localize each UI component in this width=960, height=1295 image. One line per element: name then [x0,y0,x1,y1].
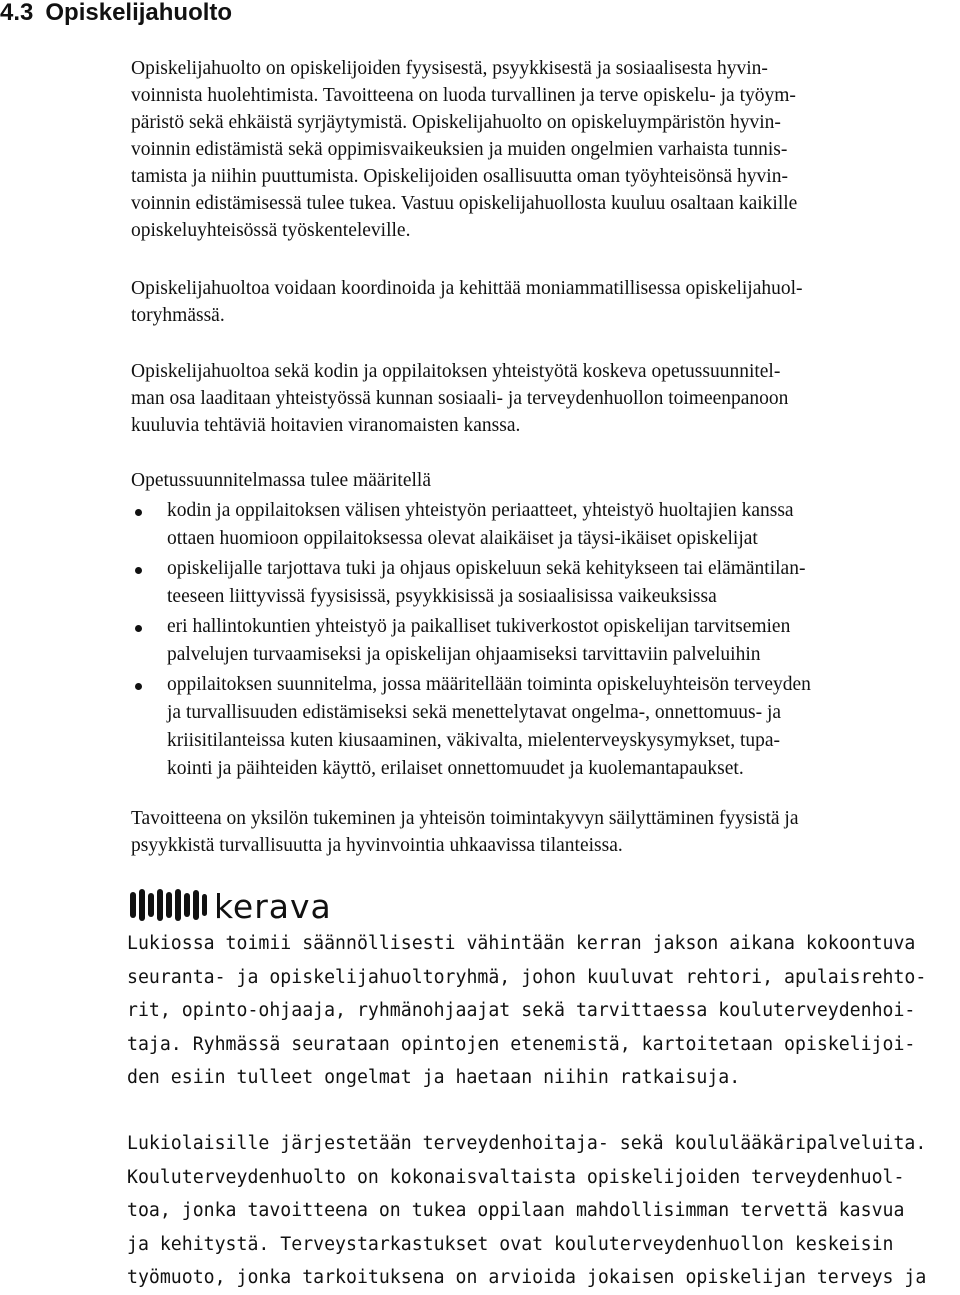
text-line: Kouluterveydenhuolto on kokonaisvaltaista opiskelijoiden terveydenhuol- [127,1166,905,1188]
text-line: Lukiolaisille järjestetään terveydenhoitaja- sekä koululääkäripalveluita. [127,1133,927,1154]
text-line: Opiskelijahuolto on opiskelijoiden fyysisestä, psyykkisestä ja sosiaalisesta hyvin- [131,58,768,79]
bullet-list [131,497,955,785]
text-line: opiskelijalle tarjottava tuki ja ohjaus opiskeluun sekä kehitykseen tai elämäntilan- [167,558,806,579]
text-line: ottaen huomioon oppilaitoksessa olevat alaikäiset ja täysi-ikäiset opiskelijat [167,528,758,549]
text-line: psyykkistä turvallisuutta ja hyvinvointia uhkaavissa tilanteissa. [131,835,623,856]
text-line: voinnin edistämistä sekä oppimisvaikeuksien ja muiden ongelmien varhaista tunnis- [131,139,788,160]
kerava-logo [128,886,368,926]
kerava-wave-logo-icon [128,886,368,926]
bullet-icon [135,567,142,574]
list-item [131,497,955,553]
bullet-icon [135,625,142,632]
text-line: opiskeluyhteisössä työskenteleville. [131,220,411,241]
text-line: ja kehitystä. Terveystarkastukset ovat kouluterveydenhuollon keskeisin [127,1233,894,1255]
curriculum-paragraph [131,358,955,439]
text-line: kriisitilanteissa kuten kiusaaminen, väkivalta, mielenterveyskysymykset, tupa- [167,730,781,751]
text-line: seuranta- ja opiskelijahuoltoryhmä, johon kuuluvat rehtori, apulaisrehto- [127,966,927,988]
text-line: den esiin tulleet ongelmat ja haetaan niihin ratkaisuja. [127,1067,741,1088]
text-line: kodin ja oppilaitoksen välisen yhteistyön periaatteet, yhteistyö huoltajien kanssa [167,500,794,521]
list-intro: Opetussuunnitelmassa tulee määritellä [131,470,431,491]
section-title: Opiskelijahuolto [45,0,233,26]
text-line: Opiskelijahuoltoa voidaan koordinoida ja kehittää moniammatillisessa opiskelijahuol- [131,278,803,299]
text-line: toryhmässä. [131,305,225,326]
coordination-paragraph [131,275,955,329]
text-line: ja turvallisuuden edistämiseksi sekä menettelytavat ongelma-, onnettomuus- ja [167,702,782,723]
list-item [131,555,955,611]
bullet-icon [135,683,142,690]
text-line: palvelujen turvaamiseksi ja opiskelijan ohjaamiseksi tarvittaviin palveluihin [167,644,761,665]
text-line: tamista ja niihin puuttumista. Opiskelijoiden osallisuutta oman työyhteisönsä hyvin- [131,166,788,187]
intro-paragraph [131,55,955,244]
text-line: man osa laaditaan yhteistyössä kunnan sosiaali- ja terveydenhuollon toimeenpanoon [131,388,789,409]
text-line: Lukiossa toimii säännöllisesti vähintään kerran jakson aikana kokoontuva [127,933,916,954]
text-line: kuuluvia tehtäviä hoitavien viranomaisten kanssa. [131,415,521,436]
text-line: Opiskelijahuoltoa sekä kodin ja oppilaitoksen yhteistyötä koskeva opetussuunnitel- [131,361,781,382]
local-paragraph-group [127,927,957,1095]
text-line: toa, jonka tavoitteena on tukea oppilaan mahdollisimman tervettä kasvua [127,1200,905,1221]
text-line: taja. Ryhmässä seurataan opintojen etenemistä, kartoitetaan opiskelijoi- [127,1033,916,1055]
section-heading [0,0,232,28]
list-item [131,613,955,669]
list-item [131,671,955,783]
closing-paragraph [131,805,955,859]
bullet-icon [135,509,142,516]
text-line: voinnista huolehtimista. Tavoitteena on luoda turvallinen ja terve opiskelu- ja työym- [131,85,796,106]
text-line: päristö sekä ehkäistä syrjäytymistä. Opiskelijahuolto on opiskeluympäristön hyvin- [131,112,781,133]
text-line: eri hallintokuntien yhteistyö ja paikalliset tukiverkostot opiskelijan tarvitsemien [167,616,791,637]
text-line: Tavoitteena on yksilön tukeminen ja yhteisön toimintakyvyn säilyttäminen fyysistä ja [131,808,799,829]
text-line: voinnin edistämisessä tulee tukea. Vastuu opiskelijahuollosta kuuluu osaltaan kaikille [131,193,798,214]
text-line: rit, opinto-ohjaaja, ryhmänohjaajat sekä tarvittaessa kouluterveydenhoi- [127,1000,916,1021]
text-line: teeseen liittyvissä fyysisissä, psyykkisissä ja sosiaalisissa vaikeuksissa [167,586,717,607]
text-line: oppilaitoksen suunnitelma, jossa määritellään toiminta opiskeluyhteisön terveyden [167,674,811,695]
health-services-paragraph [127,1127,957,1295]
text-line: kointi ja päihteiden käyttö, erilaiset onnettomuudet ja kuolemantapaukset. [167,758,744,779]
text-line: työmuoto, jonka tarkoituksena on arvioida jokaisen opiskelijan terveys ja [127,1267,927,1288]
svg-text:kerava: kerava [214,887,332,926]
section-number: 4.3 [0,0,34,26]
